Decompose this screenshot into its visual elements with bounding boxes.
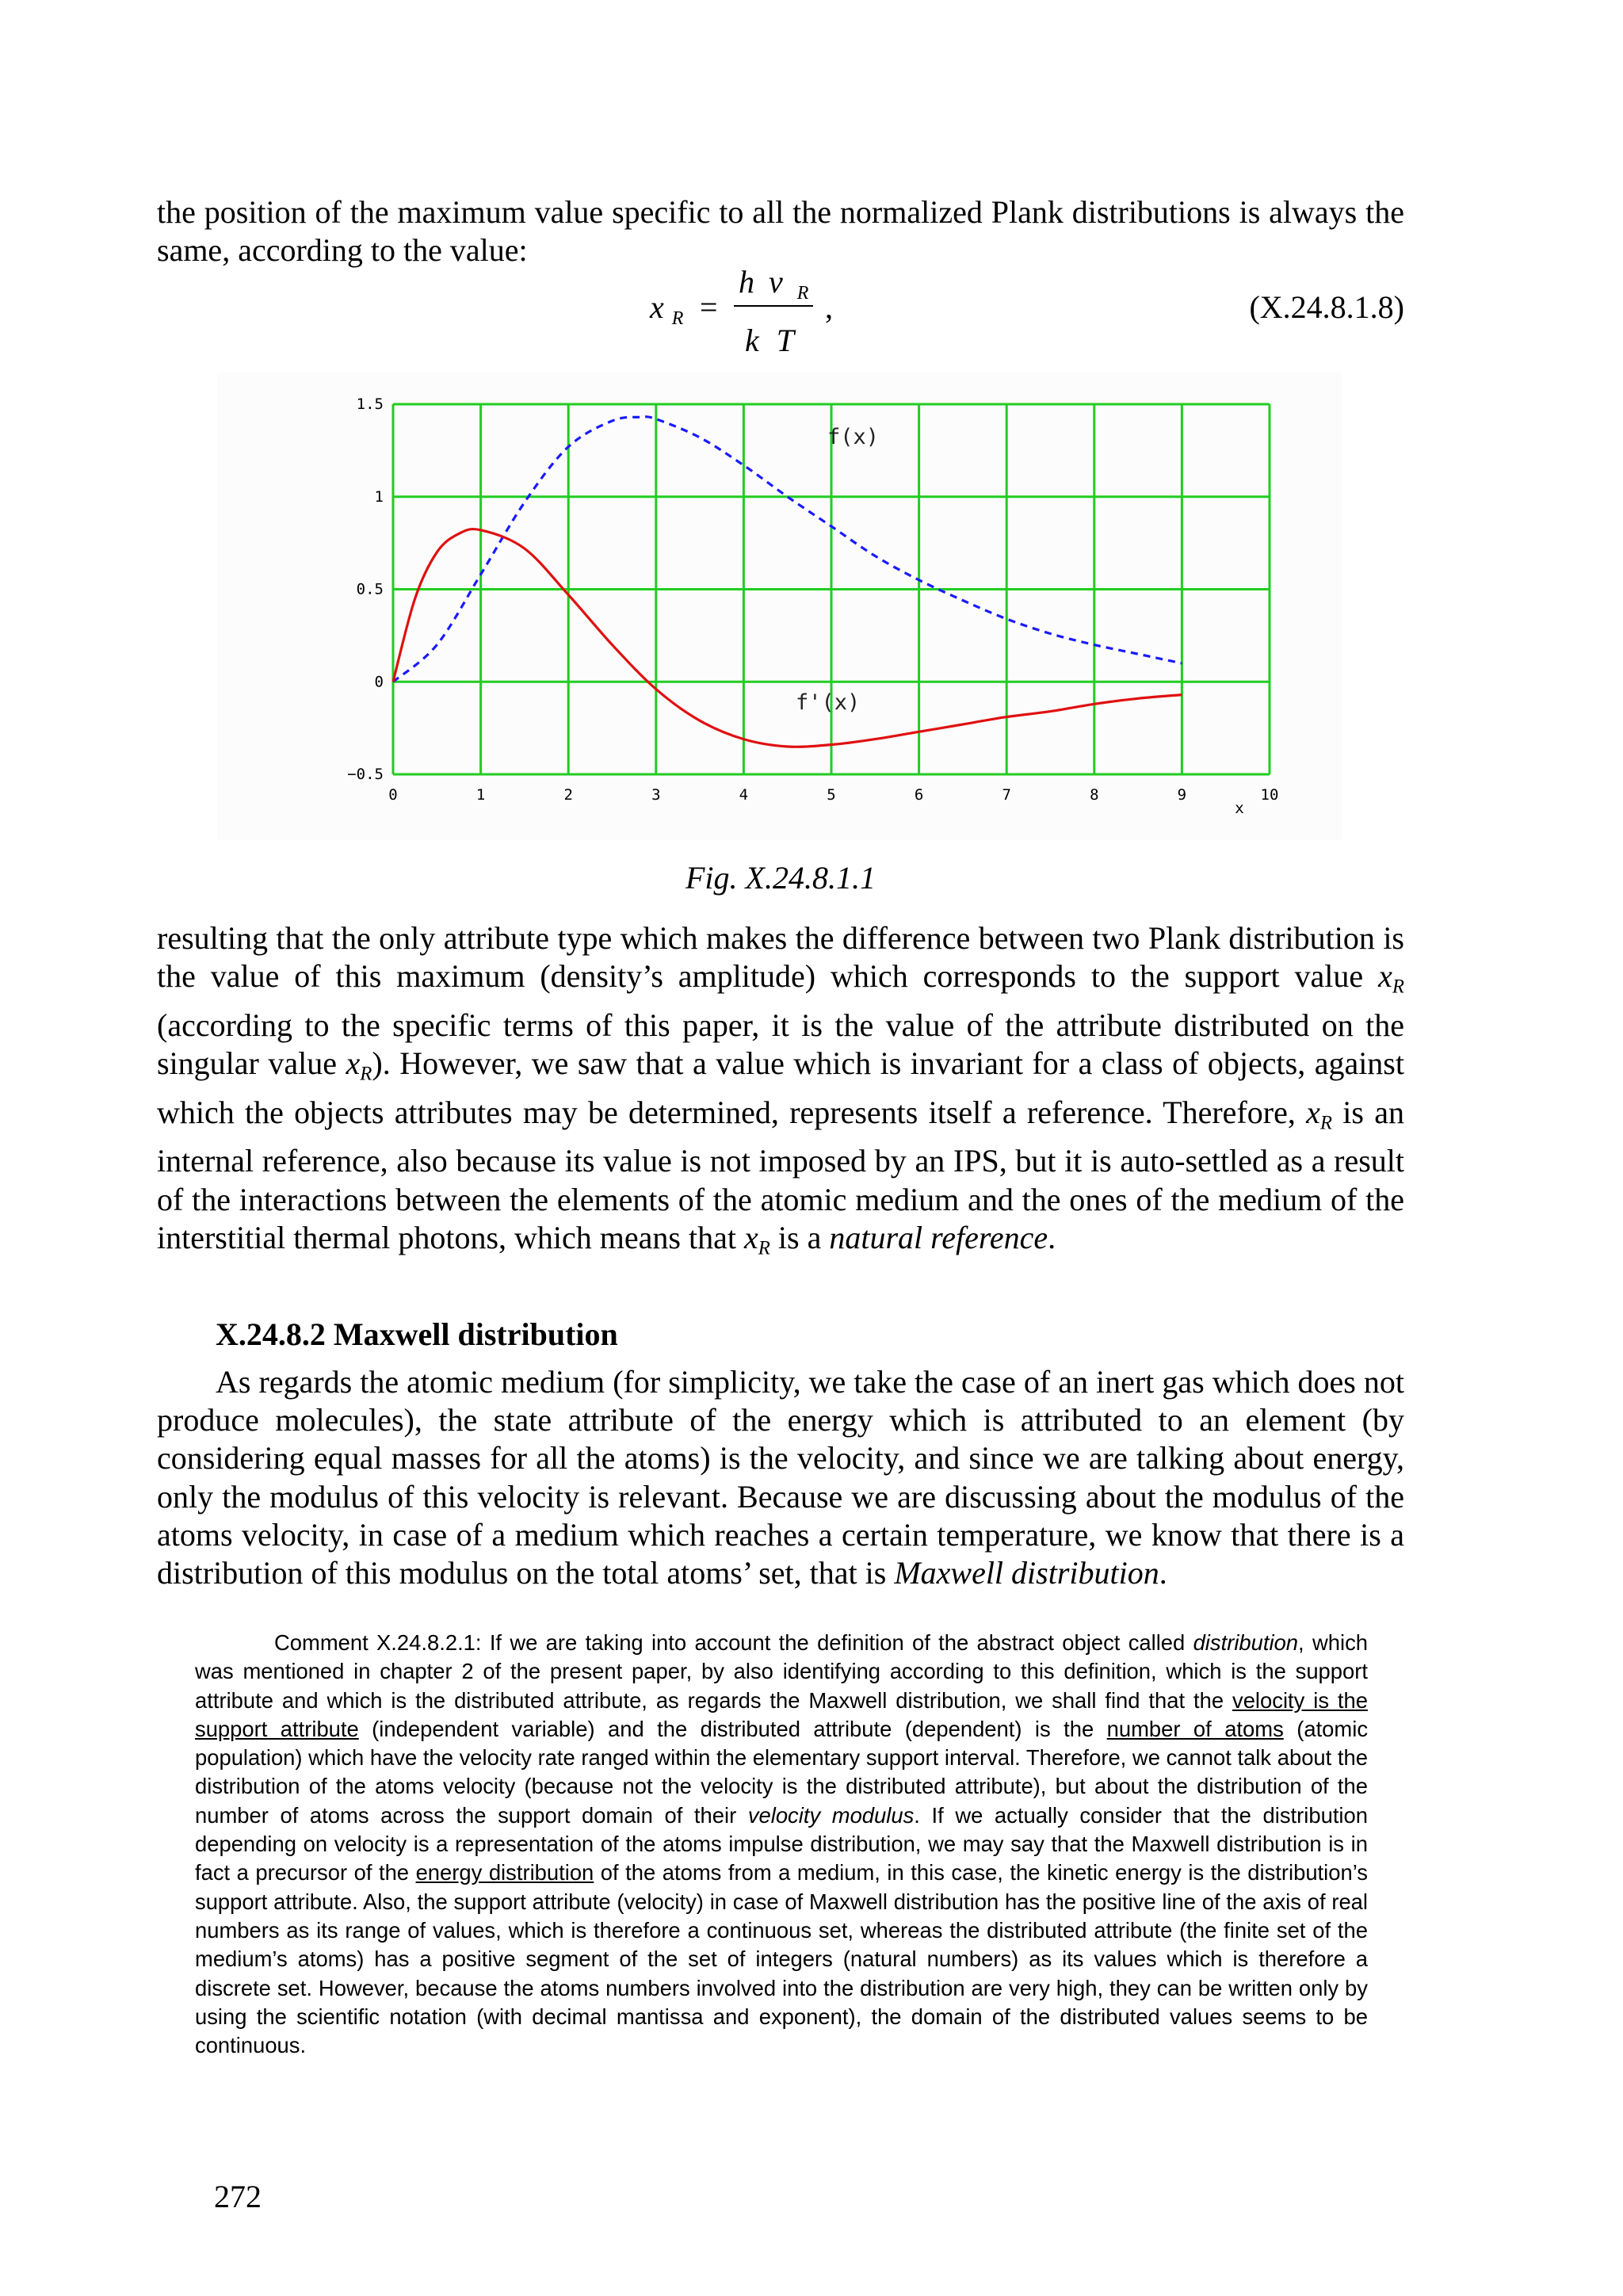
equation-equals: = (700, 289, 718, 325)
x-tick-label: 5 (827, 786, 836, 804)
x-tick-label: 3 (651, 786, 661, 804)
intro-paragraph: the position of the maximum value specific to all the normalized Plank distributions is always the same, according to the value: (157, 194, 1404, 269)
chart-background (217, 372, 1342, 840)
y-tick-label: 0.5 (356, 580, 384, 598)
x-tick-label: 6 (914, 786, 924, 804)
page-number: 272 (214, 2179, 262, 2214)
equation-number: (X.24.8.1.8) (1249, 289, 1404, 325)
equation-numerator: h ν $_R$ (739, 264, 809, 304)
comment-block: Comment X.24.8.2.1: If we are taking into account the definition of the abstract object called distribution, which was mentioned in chapter 2 of the present paper, by also identifying according to this definition, which is the support attribute and which is the distributed attribute, as regards the Maxwell distribution, we shall find that the velocity is the support attribute (independent variable) and the distributed attribute (dependent) is the number of atoms (atomic population) which have the velocity rate ranged within the elementary support interval. Therefore, we cannot talk about the distribution of the atoms velocity (because not the velocity is the distributed attribute), but about the distribution of the number of atoms across the support domain of their velocity modulus. If we actually consider that the distribution depending on velocity is a representation of the atoms impulse distribution, we may say that the Maxwell distribution is in fact a precursor of the energy distribution of the atoms from a medium, in this case, the kinetic energy is the distribution’s support attribute. Also, the support attribute (velocity) in case of Maxwell distribution has the positive line of the axis of real numbers as its range of values, which is therefore a continuous set, whereas the distributed attribute (the finite set of the medium’s atoms) has a positive segment of the set of integers (natural numbers) as its values which is therefore a discrete set. However, because the atoms numbers involved into the distribution are very high, they can be written only by using the scientific notation (with decimal mantissa and exponent), the domain of the distributed values seems to be continuous. (195, 1630, 1369, 2058)
section-heading: X.24.8.2 Maxwell distribution (216, 1316, 618, 1352)
y-tick-label: 1 (374, 487, 384, 506)
x-tick-label: 10 (1260, 786, 1279, 804)
x-tick-label: 0 (388, 786, 398, 804)
series-label-f: f(x) (827, 425, 880, 449)
figure-caption: Fig. X.24.8.1.1 (685, 860, 876, 896)
plank-distribution-chart (217, 372, 1342, 840)
y-tick-label: 1.5 (356, 395, 384, 413)
equation-x24-8-1-8 (157, 266, 1404, 369)
x-axis-label: x (1235, 800, 1244, 817)
x-tick-label: 4 (739, 786, 749, 804)
series-label-fprime: f'(x) (796, 690, 861, 715)
chart-svg (217, 372, 1342, 840)
y-tick-label: 0 (374, 673, 384, 691)
fraction-bar (734, 305, 813, 307)
x-tick-label: 8 (1090, 786, 1099, 804)
x-tick-label: 9 (1177, 786, 1187, 804)
paragraph-natural-reference: resulting that the only attribute type which makes the difference between two Plank distribution is the value of this maximum (density’s amplitude) which corresponds to the support value $x_R$ (according to the specific terms of this paper, it is the value of the attribute distributed on the singular value $x_R$). However, we saw that a value which is invariant for a class of objects, against which the objects attributes may be determined, represents itself a reference. Therefore, $x_R$ is an internal reference, also because its value is not imposed by an IPS, but it is auto-settled as a result of the interactions between the elements of the atomic medium and the ones of the medium of the interstitial thermal photons, which means that $x_R$ is a natural reference. (157, 920, 1405, 1259)
equation-comma: , (825, 289, 833, 325)
y-tick-label: −0.5 (347, 766, 384, 783)
x-tick-label: 2 (563, 786, 573, 804)
x-tick-label: 7 (1002, 786, 1011, 804)
x-tick-label: 1 (475, 786, 486, 804)
equation-denominator: k T (745, 323, 799, 358)
equation-lhs: x $_R$ (650, 289, 684, 329)
paragraph-maxwell: As regards the atomic medium (for simplicity, we take the case of an inert gas which does not produce molecules), the state attribute of the energy which is attributed to an element (by considering equal masses for all the atoms) is the velocity, and since we are talking about energy, only the modulus of this velocity is relevant. Because we are discussing about the modulus of the atoms velocity, in case of a medium which reaches a certain temperature, we know that there is a distribution of this modulus on the total atoms’ set, that is Maxwell distribution. (157, 1364, 1404, 1591)
